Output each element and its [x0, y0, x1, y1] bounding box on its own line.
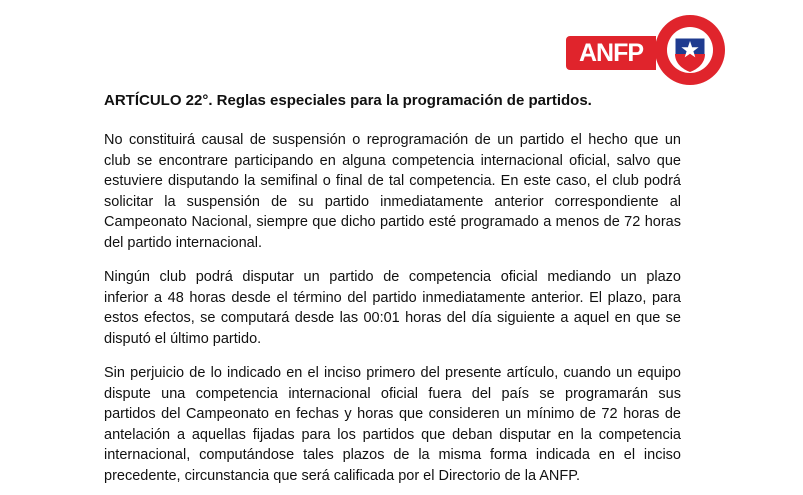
paragraph-line: Campeonato Nacional, siempre que dicho partido esté programado a menos de 72 horas — [104, 214, 681, 230]
article-paragraph-3 — [104, 363, 681, 486]
paragraph-line: dispute una competencia internacional oficial fuera del país se programarán sus — [104, 385, 681, 402]
paragraph-line: antelación a aquellas fijadas para los partidos que deban disputar en la competencia — [104, 426, 681, 443]
anfp-logo — [566, 14, 726, 88]
paragraph-line: solicitar la suspensión de su partido inmediatamente anterior correspondiente al — [104, 193, 681, 210]
anfp-logo-text: ANFP — [566, 36, 656, 70]
article-paragraph-2 — [104, 267, 681, 349]
paragraph-line: Sin perjuicio de lo indicado en el inciso primero del presente artículo, cuando un equipo — [104, 365, 681, 381]
federation-seal-icon — [654, 14, 726, 86]
paragraph-line: del partido internacional. — [104, 234, 262, 251]
paragraph-line: partidos del Campeonato en fechas y horas que consideren un mínimo de 72 horas de — [104, 406, 681, 422]
paragraph-line: No constituirá causal de suspensión o reprogramación de un partido el hecho que un — [104, 132, 681, 148]
article-paragraph-1 — [104, 130, 681, 253]
paragraph-line: Ningún club podrá disputar un partido de competencia oficial mediando un plazo — [104, 269, 681, 285]
paragraph-line: disputó el último partido. — [104, 330, 262, 347]
paragraph-line: estuviere disputando la semifinal o final de tal competencia. En este caso, el club podrá — [104, 173, 681, 189]
article-title: ARTÍCULO 22°. Reglas especiales para la programación de partidos. — [104, 92, 592, 109]
paragraph-line: precedente, circunstancia que será calificada por el Directorio de la ANFP. — [104, 467, 581, 484]
paragraph-line: internacional, computándose tales plazos de la misma forma indicada en el inciso — [104, 447, 681, 463]
paragraph-line: inferior a 48 horas desde el término del partido inmediatamente anterior. El plazo, para — [104, 289, 681, 306]
paragraph-line: estos efectos, se computará desde las 00:01 horas del día siguiente a aquel en que se — [104, 310, 681, 326]
paragraph-line: club se encontrare participando en alguna competencia internacional oficial, salvo que — [104, 152, 681, 169]
